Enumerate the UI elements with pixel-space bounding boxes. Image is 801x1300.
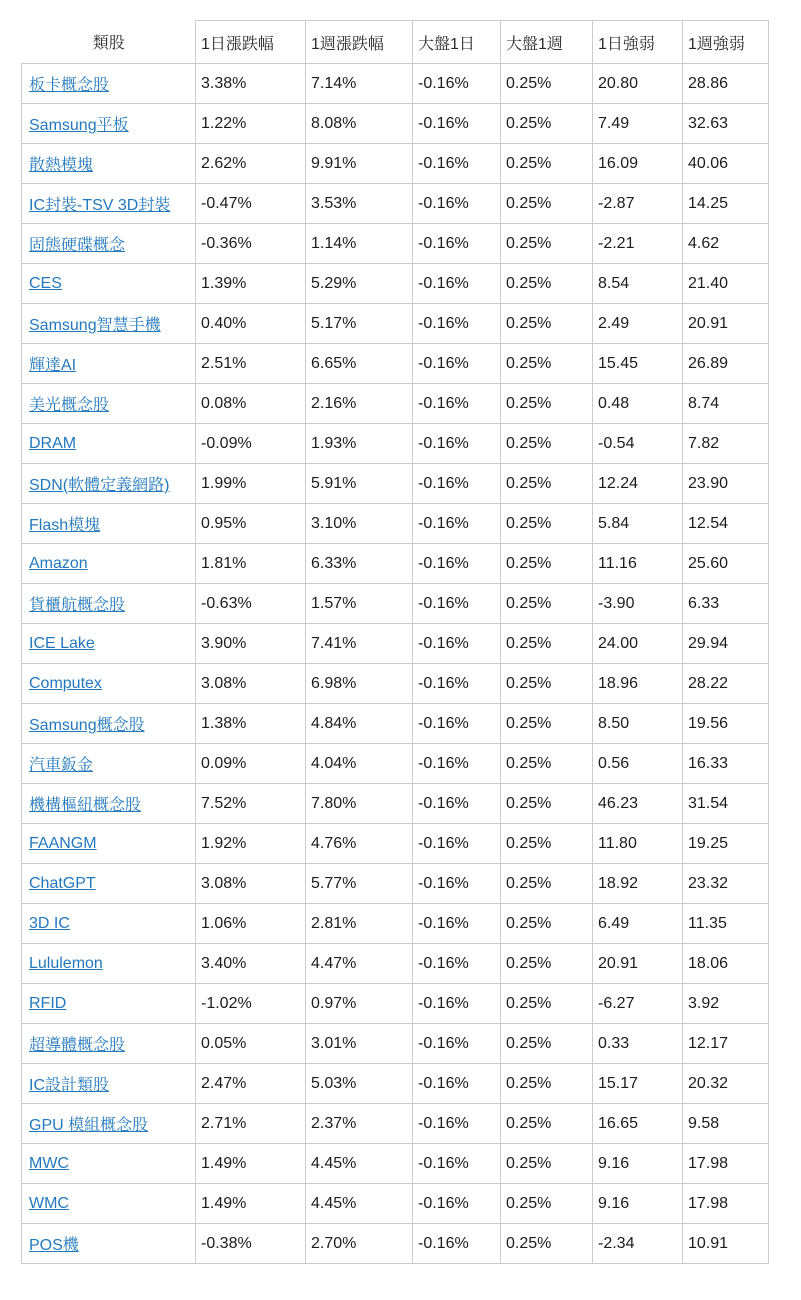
cell-1week-strength: 7.82 <box>683 424 769 464</box>
cell-market-1day: -0.16% <box>413 464 501 504</box>
cell-market-1week: 0.25% <box>501 984 593 1024</box>
table-row <box>22 1024 769 1064</box>
category-link[interactable]: IC封裝-TSV 3D封裝 <box>29 197 171 214</box>
cell-1day-change: 0.08% <box>196 384 306 424</box>
column-header-1week-change: 1週漲跌幅 <box>306 21 413 64</box>
category-link[interactable]: 板卡概念股 <box>29 77 110 94</box>
cell-market-1week: 0.25% <box>501 704 593 744</box>
cell-1day-change: 1.49% <box>196 1184 306 1224</box>
cell-1week-strength: 18.06 <box>683 944 769 984</box>
cell-1week-change: 7.14% <box>306 64 413 104</box>
cell-1day-strength: -6.27 <box>593 984 683 1024</box>
cell-market-1week: 0.25% <box>501 384 593 424</box>
cell-1day-strength: 6.49 <box>593 904 683 944</box>
cell-1day-strength: 15.17 <box>593 1064 683 1104</box>
table-row <box>22 1104 769 1144</box>
category-cell <box>22 1224 196 1264</box>
table-row <box>22 144 769 184</box>
cell-market-1day: -0.16% <box>413 544 501 584</box>
cell-1day-strength: 20.91 <box>593 944 683 984</box>
cell-1day-change: -0.47% <box>196 184 306 224</box>
cell-1day-change: 3.08% <box>196 864 306 904</box>
category-link[interactable]: 固態硬碟概念 <box>29 237 126 254</box>
cell-1week-strength: 14.25 <box>683 184 769 224</box>
cell-1week-change: 7.80% <box>306 784 413 824</box>
category-link[interactable]: 3D IC <box>29 914 70 932</box>
table-row <box>22 544 769 584</box>
cell-market-1week: 0.25% <box>501 824 593 864</box>
cell-1week-strength: 8.74 <box>683 384 769 424</box>
cell-1day-change: 3.08% <box>196 664 306 704</box>
table-row <box>22 424 769 464</box>
cell-1day-change: 0.05% <box>196 1024 306 1064</box>
cell-1day-strength: 11.80 <box>593 824 683 864</box>
table-row <box>22 384 769 424</box>
cell-1week-strength: 20.32 <box>683 1064 769 1104</box>
category-link[interactable]: Flash模塊 <box>29 517 101 534</box>
cell-1day-strength: 18.96 <box>593 664 683 704</box>
cell-1day-strength: 11.16 <box>593 544 683 584</box>
cell-1week-strength: 32.63 <box>683 104 769 144</box>
category-cell <box>22 544 196 584</box>
cell-1week-change: 6.65% <box>306 344 413 384</box>
cell-market-1day: -0.16% <box>413 224 501 264</box>
cell-1week-strength: 12.17 <box>683 1024 769 1064</box>
table-row <box>22 664 769 704</box>
category-cell <box>22 864 196 904</box>
cell-market-1week: 0.25% <box>501 1024 593 1064</box>
category-cell <box>22 664 196 704</box>
stock-category-table-container <box>21 20 769 1264</box>
category-cell <box>22 624 196 664</box>
category-cell <box>22 944 196 984</box>
cell-1day-change: 1.92% <box>196 824 306 864</box>
table-row <box>22 344 769 384</box>
cell-1day-strength: -2.21 <box>593 224 683 264</box>
cell-market-1day: -0.16% <box>413 744 501 784</box>
cell-1week-change: 5.03% <box>306 1064 413 1104</box>
cell-market-1day: -0.16% <box>413 624 501 664</box>
category-cell <box>22 1104 196 1144</box>
table-row <box>22 824 769 864</box>
cell-1day-strength: 15.45 <box>593 344 683 384</box>
cell-market-1week: 0.25% <box>501 584 593 624</box>
table-row <box>22 504 769 544</box>
table-row <box>22 904 769 944</box>
cell-1week-strength: 21.40 <box>683 264 769 304</box>
cell-market-1day: -0.16% <box>413 344 501 384</box>
cell-market-1week: 0.25% <box>501 224 593 264</box>
category-cell <box>22 704 196 744</box>
cell-market-1week: 0.25% <box>501 1064 593 1104</box>
cell-market-1day: -0.16% <box>413 384 501 424</box>
cell-1day-strength: 9.16 <box>593 1184 683 1224</box>
table-row <box>22 264 769 304</box>
table-row <box>22 304 769 344</box>
cell-1week-change: 2.70% <box>306 1224 413 1264</box>
cell-1day-strength: 7.49 <box>593 104 683 144</box>
table-row <box>22 784 769 824</box>
category-link[interactable]: Samsung概念股 <box>29 717 145 734</box>
cell-1week-change: 9.91% <box>306 144 413 184</box>
cell-1week-change: 4.47% <box>306 944 413 984</box>
cell-1week-change: 4.04% <box>306 744 413 784</box>
cell-1day-strength: 24.00 <box>593 624 683 664</box>
category-link[interactable]: CES <box>29 274 62 292</box>
cell-market-1day: -0.16% <box>413 904 501 944</box>
cell-1week-change: 0.97% <box>306 984 413 1024</box>
cell-1day-change: 2.71% <box>196 1104 306 1144</box>
category-link[interactable]: 機構樞紐概念股 <box>29 797 142 814</box>
table-body <box>22 64 769 1264</box>
cell-1week-strength: 12.54 <box>683 504 769 544</box>
cell-1day-strength: 16.09 <box>593 144 683 184</box>
category-cell <box>22 744 196 784</box>
cell-1week-change: 4.45% <box>306 1184 413 1224</box>
column-header-1week-strength: 1週強弱 <box>683 21 769 64</box>
cell-market-1day: -0.16% <box>413 664 501 704</box>
cell-1week-change: 8.08% <box>306 104 413 144</box>
table-row <box>22 944 769 984</box>
cell-1day-change: 2.51% <box>196 344 306 384</box>
table-row <box>22 464 769 504</box>
cell-market-1day: -0.16% <box>413 504 501 544</box>
category-cell <box>22 584 196 624</box>
category-cell <box>22 984 196 1024</box>
cell-1week-change: 1.57% <box>306 584 413 624</box>
category-cell <box>22 64 196 104</box>
cell-1week-strength: 29.94 <box>683 624 769 664</box>
cell-1week-change: 3.10% <box>306 504 413 544</box>
cell-1week-strength: 17.98 <box>683 1144 769 1184</box>
category-link[interactable]: ICE Lake <box>29 634 95 652</box>
cell-1day-change: 1.99% <box>196 464 306 504</box>
cell-market-1day: -0.16% <box>413 1064 501 1104</box>
table-row <box>22 64 769 104</box>
cell-1day-strength: 5.84 <box>593 504 683 544</box>
cell-1week-change: 1.93% <box>306 424 413 464</box>
cell-1day-strength: 8.50 <box>593 704 683 744</box>
cell-1day-strength: 46.23 <box>593 784 683 824</box>
cell-market-1day: -0.16% <box>413 1184 501 1224</box>
cell-1day-strength: 18.92 <box>593 864 683 904</box>
cell-1week-strength: 11.35 <box>683 904 769 944</box>
cell-market-1week: 0.25% <box>501 904 593 944</box>
table-row <box>22 704 769 744</box>
cell-1day-change: -1.02% <box>196 984 306 1024</box>
column-header-market-1day: 大盤1日 <box>413 21 501 64</box>
category-link[interactable]: 輝達AI <box>29 357 77 374</box>
cell-1week-strength: 28.22 <box>683 664 769 704</box>
cell-1week-strength: 28.86 <box>683 64 769 104</box>
cell-1week-change: 2.37% <box>306 1104 413 1144</box>
cell-market-1week: 0.25% <box>501 664 593 704</box>
cell-market-1week: 0.25% <box>501 264 593 304</box>
table-row <box>22 104 769 144</box>
table-row <box>22 1064 769 1104</box>
cell-1day-change: 1.49% <box>196 1144 306 1184</box>
cell-1week-change: 5.77% <box>306 864 413 904</box>
cell-1day-strength: 16.65 <box>593 1104 683 1144</box>
table-row <box>22 624 769 664</box>
category-cell <box>22 224 196 264</box>
cell-market-1week: 0.25% <box>501 464 593 504</box>
category-link[interactable]: IC設計類股 <box>29 1077 110 1094</box>
category-link[interactable]: Computex <box>29 674 102 692</box>
cell-1day-change: 1.39% <box>196 264 306 304</box>
category-link[interactable]: RFID <box>29 994 67 1012</box>
cell-1day-strength: 12.24 <box>593 464 683 504</box>
cell-market-1week: 0.25% <box>501 1184 593 1224</box>
category-link[interactable]: Samsung智慧手機 <box>29 317 161 334</box>
cell-market-1week: 0.25% <box>501 104 593 144</box>
category-cell <box>22 424 196 464</box>
cell-market-1day: -0.16% <box>413 104 501 144</box>
cell-market-1week: 0.25% <box>501 1224 593 1264</box>
category-link[interactable]: 超導體概念股 <box>29 1037 126 1054</box>
cell-1week-change: 2.81% <box>306 904 413 944</box>
category-cell <box>22 824 196 864</box>
cell-1day-change: -0.36% <box>196 224 306 264</box>
category-link[interactable]: Amazon <box>29 554 88 572</box>
cell-1day-change: -0.38% <box>196 1224 306 1264</box>
cell-market-1week: 0.25% <box>501 744 593 784</box>
cell-1week-change: 5.17% <box>306 304 413 344</box>
cell-1day-change: 0.40% <box>196 304 306 344</box>
cell-1week-strength: 31.54 <box>683 784 769 824</box>
category-cell <box>22 184 196 224</box>
cell-1week-change: 4.76% <box>306 824 413 864</box>
cell-market-1day: -0.16% <box>413 1224 501 1264</box>
cell-market-1week: 0.25% <box>501 784 593 824</box>
category-cell <box>22 1144 196 1184</box>
stock-category-table <box>21 20 769 1264</box>
cell-1week-strength: 10.91 <box>683 1224 769 1264</box>
cell-market-1day: -0.16% <box>413 64 501 104</box>
category-link[interactable]: DRAM <box>29 434 77 452</box>
cell-1day-strength: -3.90 <box>593 584 683 624</box>
cell-1day-change: 1.38% <box>196 704 306 744</box>
cell-1day-change: 2.62% <box>196 144 306 184</box>
cell-market-1week: 0.25% <box>501 64 593 104</box>
category-cell <box>22 464 196 504</box>
category-cell <box>22 1024 196 1064</box>
category-cell <box>22 1184 196 1224</box>
cell-1day-change: 3.40% <box>196 944 306 984</box>
cell-1week-change: 6.33% <box>306 544 413 584</box>
category-link[interactable]: POS機 <box>29 1237 79 1254</box>
cell-market-1week: 0.25% <box>501 1144 593 1184</box>
cell-market-1day: -0.16% <box>413 984 501 1024</box>
column-header-category: 類股 <box>22 21 196 64</box>
cell-1week-strength: 25.60 <box>683 544 769 584</box>
cell-1week-change: 3.53% <box>306 184 413 224</box>
cell-1week-change: 2.16% <box>306 384 413 424</box>
category-cell <box>22 104 196 144</box>
cell-market-1week: 0.25% <box>501 944 593 984</box>
cell-1week-strength: 19.56 <box>683 704 769 744</box>
cell-1day-strength: 2.49 <box>593 304 683 344</box>
cell-market-1day: -0.16% <box>413 824 501 864</box>
cell-1day-change: 0.95% <box>196 504 306 544</box>
category-cell <box>22 904 196 944</box>
category-link[interactable]: MWC <box>29 1154 69 1172</box>
cell-market-1week: 0.25% <box>501 624 593 664</box>
category-link[interactable]: 貨櫃航概念股 <box>29 597 126 614</box>
cell-1week-change: 7.41% <box>306 624 413 664</box>
cell-1day-strength: 20.80 <box>593 64 683 104</box>
table-row <box>22 584 769 624</box>
table-row <box>22 1224 769 1264</box>
table-row <box>22 1144 769 1184</box>
cell-1week-strength: 9.58 <box>683 1104 769 1144</box>
category-link[interactable]: GPU 模組概念股 <box>29 1117 149 1134</box>
cell-market-1week: 0.25% <box>501 304 593 344</box>
category-link[interactable]: 美光概念股 <box>29 397 110 414</box>
cell-1week-strength: 23.90 <box>683 464 769 504</box>
table-row <box>22 224 769 264</box>
category-link[interactable]: Lululemon <box>29 954 103 972</box>
cell-1day-change: 7.52% <box>196 784 306 824</box>
cell-market-1day: -0.16% <box>413 184 501 224</box>
table-row <box>22 744 769 784</box>
category-cell <box>22 344 196 384</box>
column-header-1day-strength: 1日強弱 <box>593 21 683 64</box>
cell-1week-change: 5.91% <box>306 464 413 504</box>
cell-1week-change: 6.98% <box>306 664 413 704</box>
cell-market-1week: 0.25% <box>501 144 593 184</box>
cell-market-1day: -0.16% <box>413 1104 501 1144</box>
cell-market-1week: 0.25% <box>501 1104 593 1144</box>
cell-market-1day: -0.16% <box>413 784 501 824</box>
cell-1week-strength: 3.92 <box>683 984 769 1024</box>
cell-1day-strength: 0.48 <box>593 384 683 424</box>
cell-1day-strength: 8.54 <box>593 264 683 304</box>
cell-market-1day: -0.16% <box>413 1024 501 1064</box>
cell-1week-change: 3.01% <box>306 1024 413 1064</box>
category-cell <box>22 304 196 344</box>
table-row <box>22 864 769 904</box>
cell-market-1week: 0.25% <box>501 504 593 544</box>
cell-1day-change: 2.47% <box>196 1064 306 1104</box>
cell-1day-change: 1.81% <box>196 544 306 584</box>
cell-1day-strength: 0.33 <box>593 1024 683 1064</box>
cell-market-1day: -0.16% <box>413 704 501 744</box>
cell-market-1day: -0.16% <box>413 264 501 304</box>
cell-market-1day: -0.16% <box>413 144 501 184</box>
category-cell <box>22 504 196 544</box>
cell-1day-change: 3.90% <box>196 624 306 664</box>
cell-1week-strength: 16.33 <box>683 744 769 784</box>
cell-market-1day: -0.16% <box>413 1144 501 1184</box>
cell-1day-change: -0.09% <box>196 424 306 464</box>
cell-1day-change: -0.63% <box>196 584 306 624</box>
cell-1day-strength: -2.87 <box>593 184 683 224</box>
cell-1day-strength: 0.56 <box>593 744 683 784</box>
category-cell <box>22 784 196 824</box>
category-cell <box>22 144 196 184</box>
cell-1week-strength: 4.62 <box>683 224 769 264</box>
header-row <box>22 21 769 64</box>
category-link[interactable]: 汽車鈑金 <box>29 757 94 774</box>
table-row <box>22 184 769 224</box>
cell-1day-strength: -2.34 <box>593 1224 683 1264</box>
cell-1week-change: 4.45% <box>306 1144 413 1184</box>
cell-1day-change: 0.09% <box>196 744 306 784</box>
category-cell <box>22 264 196 304</box>
category-cell <box>22 384 196 424</box>
cell-1week-strength: 40.06 <box>683 144 769 184</box>
cell-market-1day: -0.16% <box>413 304 501 344</box>
cell-1day-change: 3.38% <box>196 64 306 104</box>
table-header <box>22 21 769 64</box>
cell-market-1day: -0.16% <box>413 944 501 984</box>
cell-market-1week: 0.25% <box>501 184 593 224</box>
cell-market-1week: 0.25% <box>501 424 593 464</box>
category-cell <box>22 1064 196 1104</box>
cell-1day-change: 1.06% <box>196 904 306 944</box>
category-link[interactable]: ChatGPT <box>29 874 96 892</box>
category-link[interactable]: 散熱模塊 <box>29 157 94 174</box>
cell-market-1week: 0.25% <box>501 864 593 904</box>
cell-1day-strength: 9.16 <box>593 1144 683 1184</box>
cell-market-1day: -0.16% <box>413 424 501 464</box>
column-header-market-1week: 大盤1週 <box>501 21 593 64</box>
cell-1week-strength: 6.33 <box>683 584 769 624</box>
cell-market-1day: -0.16% <box>413 864 501 904</box>
cell-1day-change: 1.22% <box>196 104 306 144</box>
category-link[interactable]: FAANGM <box>29 834 97 852</box>
category-link[interactable]: SDN(軟體定義網路) <box>29 477 170 494</box>
cell-1week-strength: 23.32 <box>683 864 769 904</box>
cell-1week-strength: 20.91 <box>683 304 769 344</box>
cell-1day-strength: -0.54 <box>593 424 683 464</box>
table-row <box>22 984 769 1024</box>
cell-1week-strength: 26.89 <box>683 344 769 384</box>
cell-1week-change: 4.84% <box>306 704 413 744</box>
cell-market-1week: 0.25% <box>501 544 593 584</box>
cell-1week-strength: 19.25 <box>683 824 769 864</box>
category-link[interactable]: WMC <box>29 1194 69 1212</box>
category-link[interactable]: Samsung平板 <box>29 117 129 134</box>
cell-1week-strength: 17.98 <box>683 1184 769 1224</box>
cell-market-1day: -0.16% <box>413 584 501 624</box>
cell-market-1week: 0.25% <box>501 344 593 384</box>
cell-1week-change: 1.14% <box>306 224 413 264</box>
column-header-1day-change: 1日漲跌幅 <box>196 21 306 64</box>
table-row <box>22 1184 769 1224</box>
cell-1week-change: 5.29% <box>306 264 413 304</box>
